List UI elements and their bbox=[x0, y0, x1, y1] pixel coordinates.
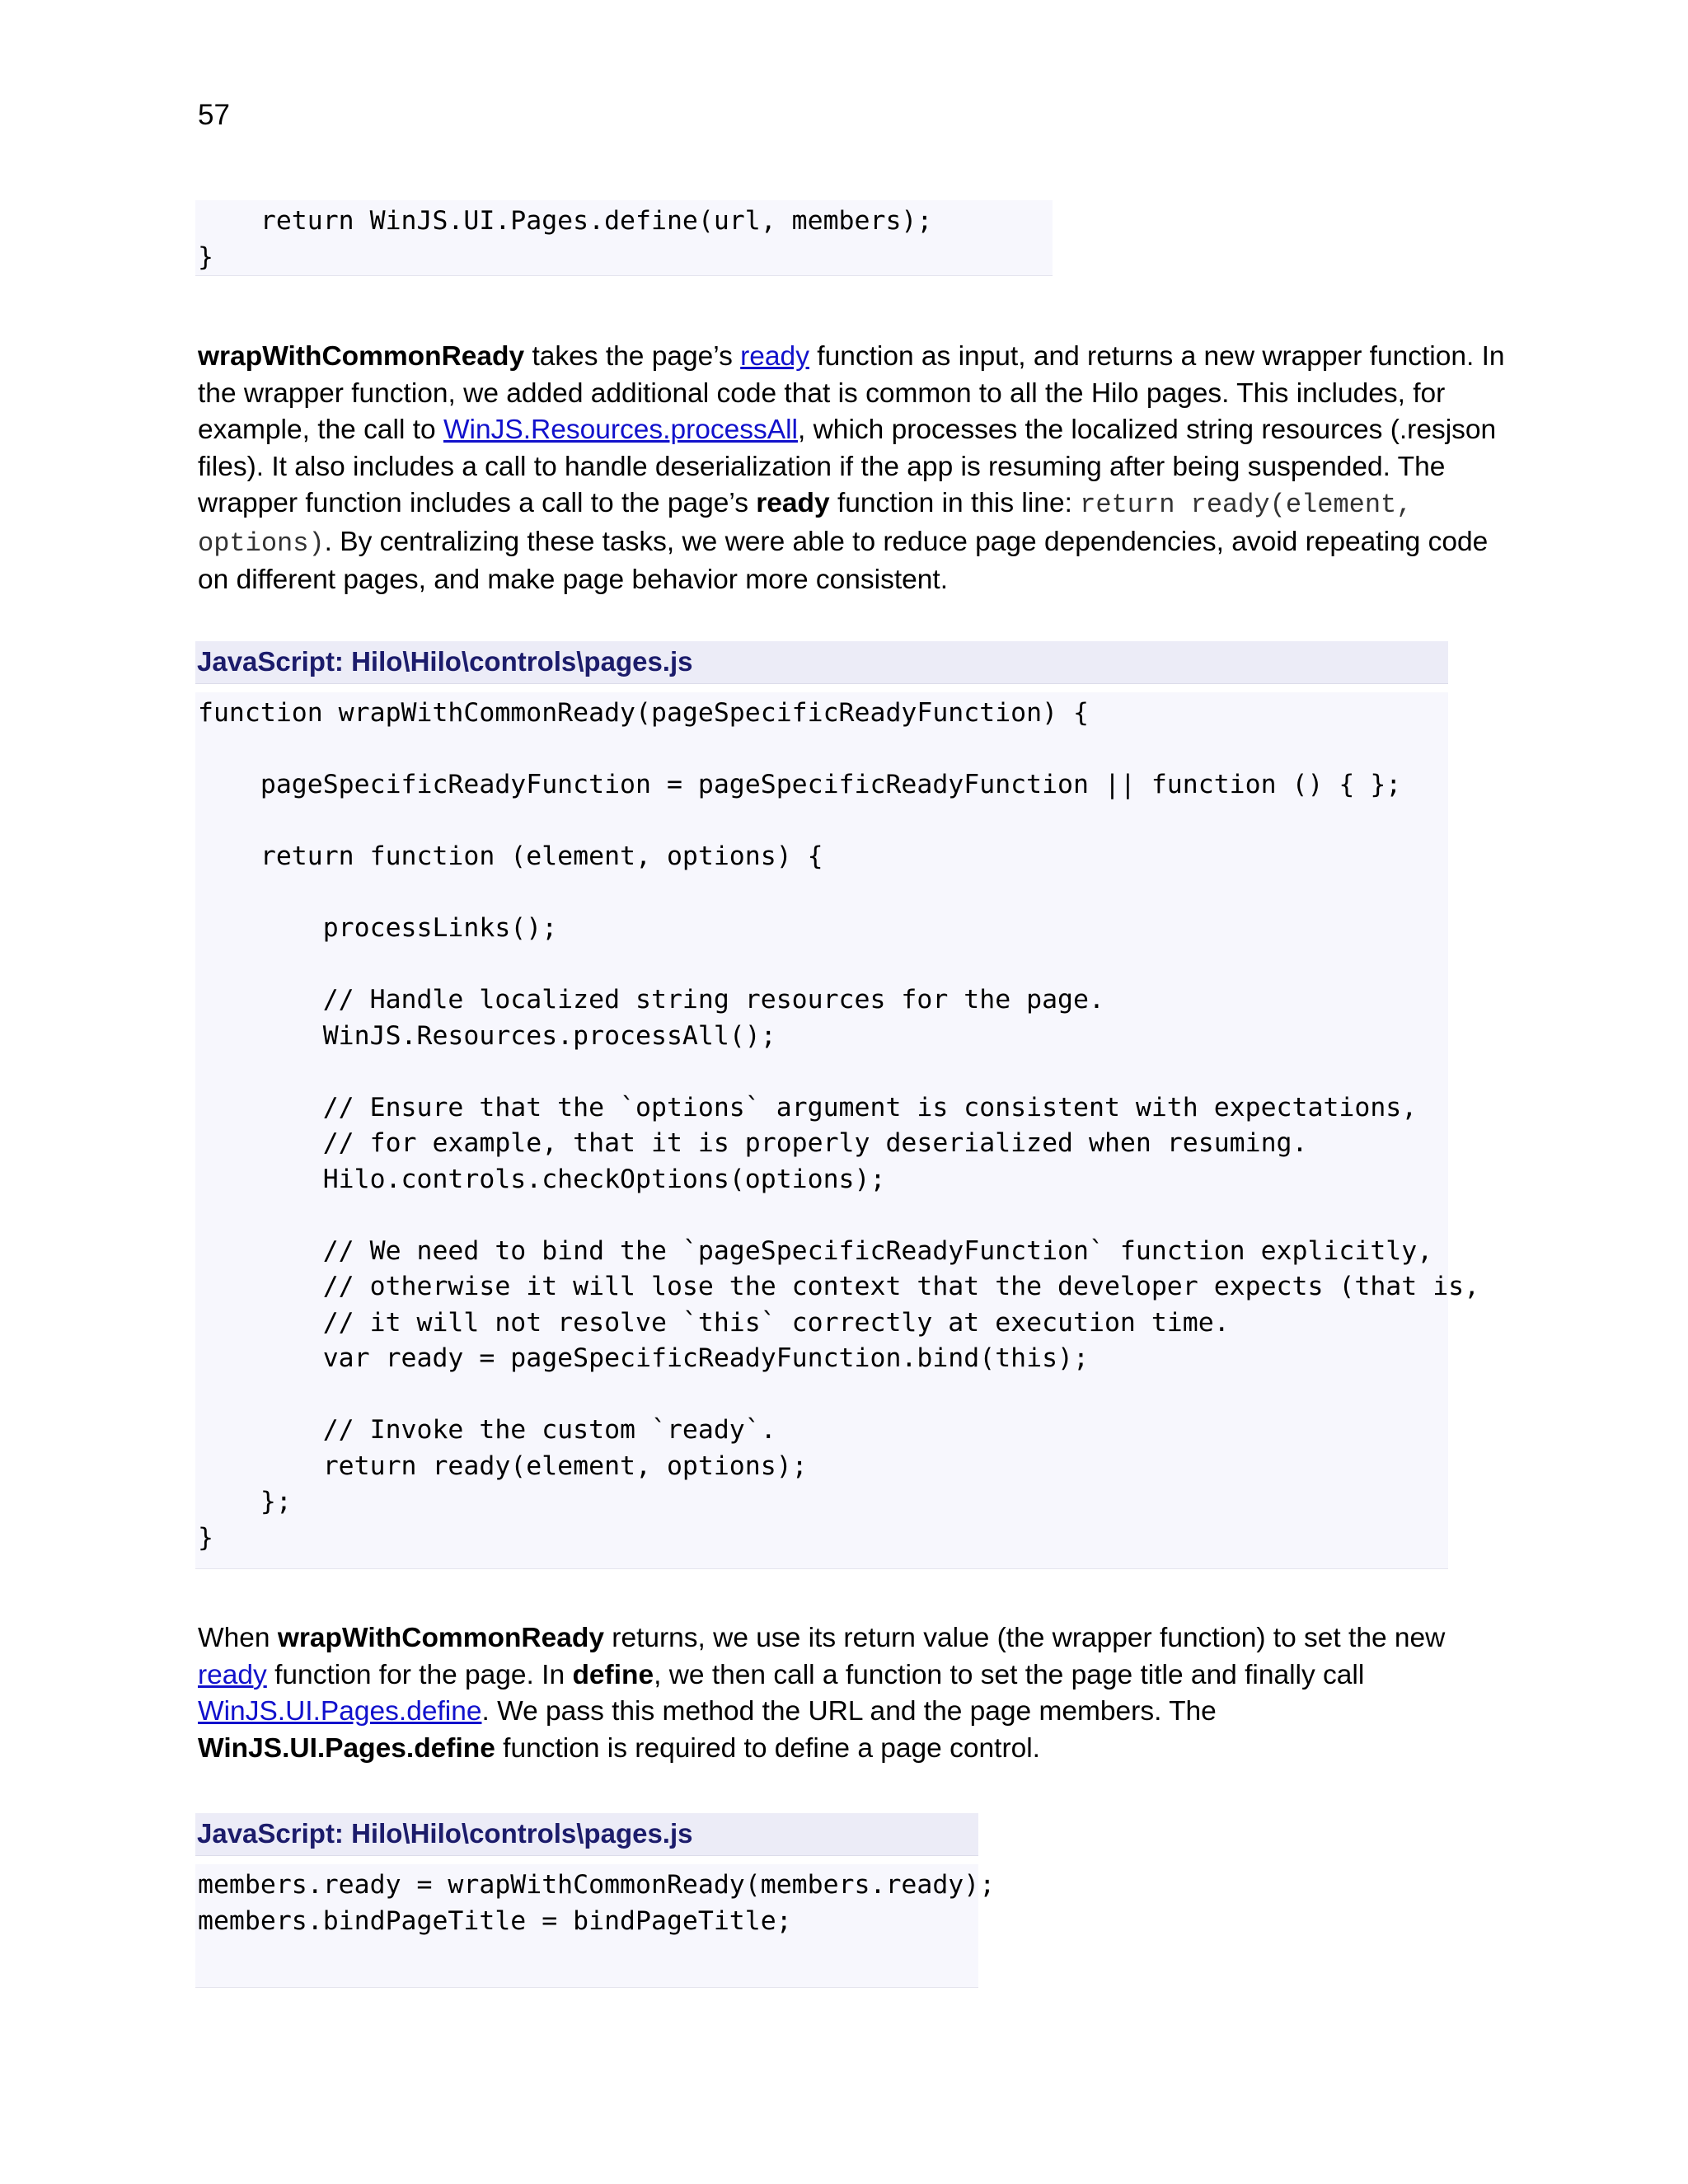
code-block-top bbox=[195, 200, 1053, 276]
code-block-bottom bbox=[195, 1864, 996, 1988]
bold-term: wrapWithCommonReady bbox=[277, 1623, 604, 1653]
link-winjs-ui-pages-define[interactable]: WinJS.UI.Pages.define bbox=[198, 1696, 482, 1727]
code-caption: JavaScript: Hilo\Hilo\controls\pages.js bbox=[195, 641, 1448, 684]
code-block-main bbox=[195, 692, 1480, 1569]
bold-term: ready bbox=[756, 488, 830, 518]
code-text: members.ready = wrapWithCommonReady(members.ready); members.bindPageTitle = bindPageTitle; bbox=[198, 1870, 996, 1936]
page-number: 57 bbox=[198, 99, 230, 131]
bold-term: wrapWithCommonReady bbox=[198, 341, 525, 372]
bold-term: define bbox=[572, 1659, 654, 1690]
link-ready[interactable]: ready bbox=[198, 1659, 267, 1690]
bold-term: WinJS.UI.Pages.define bbox=[198, 1732, 495, 1764]
paragraph-wrap-with-common-ready: wrapWithCommonReady takes the page’s ready function as input, and returns a new wrapper function. In the wrapper function, we added additional code that is common to all the Hilo pages. This includes, for example, the call to WinJS.Resources.processAll, which processes the localized string resources (.resjson files). It also includes a call to handle deserialization if the app is resuming after being suspended. The wrapper function includes a call to the page’s ready function in this line: return ready(element, options). By centralizing these tasks, we were able to reduce page dependencies, avoid repeating code on different pages, and make page behavior more consistent. bbox=[198, 341, 1505, 595]
code-text: return WinJS.UI.Pages.define(url, members); } bbox=[198, 206, 933, 272]
inline-code: return ready(element, options) bbox=[198, 490, 1413, 559]
code-caption: JavaScript: Hilo\Hilo\controls\pages.js bbox=[195, 1813, 978, 1856]
link-winjs-resources-processall[interactable]: WinJS.Resources.processAll bbox=[443, 415, 798, 445]
code-text: function wrapWithCommonReady(pageSpecificReadyFunction) { pageSpecificReadyFunction = pageSpecificReadyFunction || function () { }; return function (element, options) { processLinks(); // Handle localized string resources for the page. WinJS.Resources.processAll(); // Ensure that the `options` argument is consistent with expectations, // for example, that it is properly deserialized when resuming. Hilo.controls.checkOptions(options); // We need to bind the `pageSpecificReadyFunction` function explicitly, // otherwise it will lose the context that the developer expects (that is, // it will not resolve `this` correctly at execution time. var ready = pageSpecificReadyFunction.bind(this); // Invoke the custom `ready`. return ready(element, options); }; } bbox=[198, 698, 1480, 1553]
link-ready[interactable]: ready bbox=[740, 341, 809, 372]
paragraph-define: When wrapWithCommonReady returns, we use its return value (the wrapper function) to set the new ready function for the page. In define, we then call a function to set the page title and finally call WinJS.UI.Pages.define. We pass this method the URL and the page members. The WinJS.UI.Pages.define function is required to define a page control. bbox=[198, 1623, 1446, 1764]
